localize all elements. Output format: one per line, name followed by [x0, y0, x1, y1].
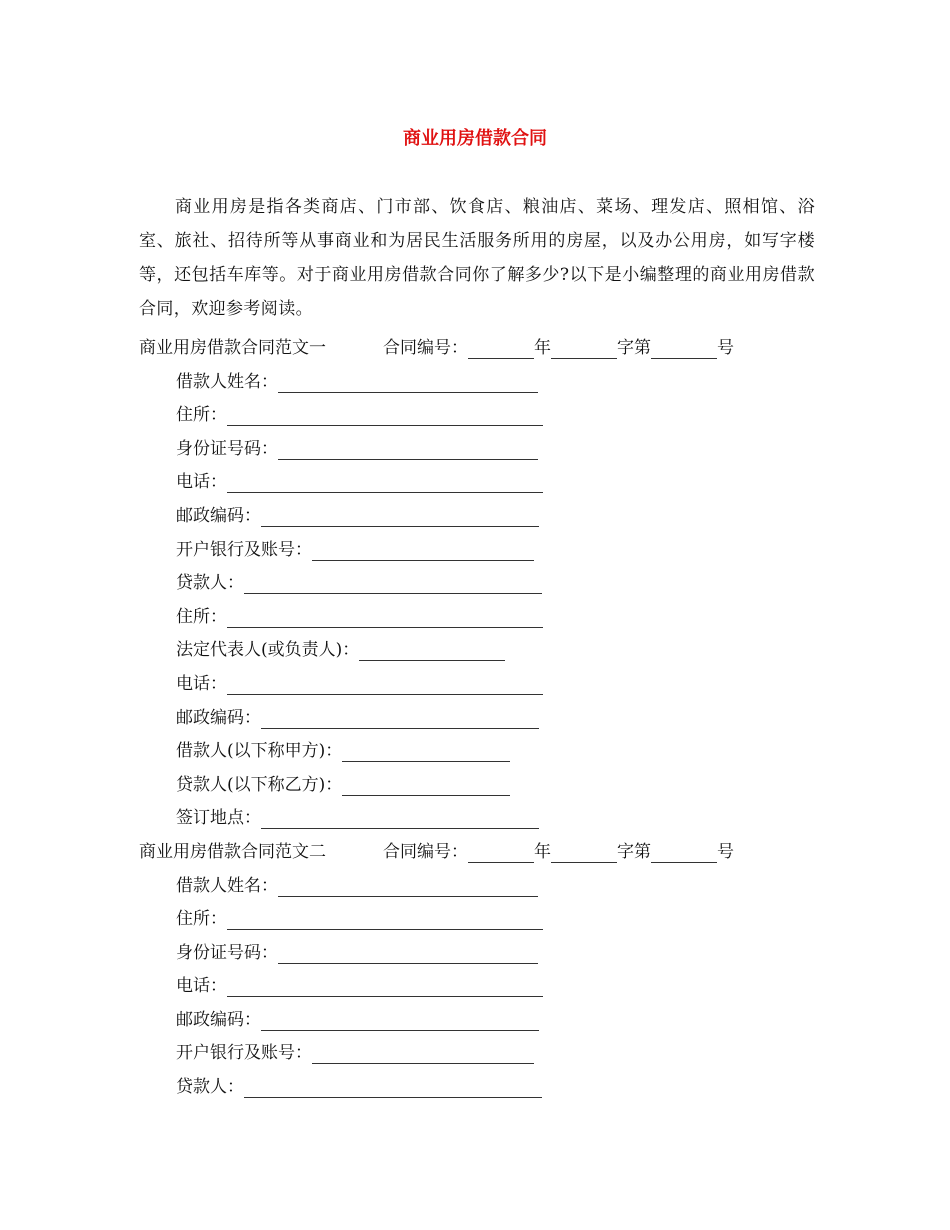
contract-year-blank[interactable] — [468, 338, 534, 359]
field-label: 借款人姓名： — [176, 875, 278, 896]
fill-blank[interactable] — [342, 775, 510, 796]
form-field — [0, 903, 950, 937]
form-field — [0, 970, 950, 1004]
contract-forms — [0, 332, 950, 1105]
form-field — [0, 1071, 950, 1105]
fill-blank[interactable] — [261, 1010, 539, 1031]
section1-heading-row — [0, 332, 950, 366]
field-label: 电话： — [176, 673, 227, 694]
field-label: 法定代表人(或负责人)： — [176, 640, 360, 661]
section1-heading: 商业用房借款合同范文一 — [139, 338, 326, 358]
contract-no-label: 合同编号： — [383, 338, 468, 358]
field-label: 借款人姓名： — [176, 371, 278, 392]
form-field — [0, 802, 950, 836]
fill-blank[interactable] — [342, 741, 510, 762]
fill-blank[interactable] — [227, 405, 543, 426]
contract-number-blank[interactable] — [651, 338, 717, 359]
section2-heading-row — [0, 836, 950, 870]
fill-blank[interactable] — [261, 506, 539, 527]
field-label: 贷款人： — [176, 1077, 244, 1098]
field-label: 签订地点： — [176, 808, 261, 829]
year-label: 年 — [534, 338, 551, 358]
char-label: 字第 — [617, 338, 651, 358]
form-field — [0, 668, 950, 702]
fill-blank[interactable] — [261, 808, 539, 829]
form-field — [0, 634, 950, 668]
number-label: 号 — [717, 841, 734, 862]
fill-blank[interactable] — [261, 708, 539, 729]
field-label: 邮政编码： — [176, 1009, 261, 1030]
field-label: 开户银行及账号： — [176, 539, 312, 560]
field-label: 贷款人： — [176, 573, 244, 594]
form-field — [0, 366, 950, 400]
fill-blank[interactable] — [227, 976, 543, 997]
field-label: 住所： — [176, 606, 227, 627]
field-label: 身份证号码： — [176, 438, 278, 459]
fill-blank[interactable] — [244, 573, 542, 594]
form-field — [0, 870, 950, 904]
field-label: 开户银行及账号： — [176, 1043, 312, 1064]
form-field — [0, 735, 950, 769]
form-field — [0, 1037, 950, 1071]
contract-number-blank[interactable] — [651, 842, 717, 863]
fill-blank[interactable] — [278, 876, 538, 897]
fill-blank[interactable] — [244, 1077, 542, 1098]
fill-blank[interactable] — [278, 372, 538, 393]
field-label: 电话： — [176, 976, 227, 997]
fill-blank[interactable] — [227, 674, 543, 695]
fill-blank[interactable] — [312, 1043, 534, 1064]
field-label: 邮政编码： — [176, 505, 261, 526]
fill-blank[interactable] — [278, 943, 538, 964]
char-label: 字第 — [617, 841, 651, 862]
contract-no-label: 合同编号： — [383, 841, 468, 862]
field-label: 贷款人(以下称乙方)： — [176, 774, 343, 795]
fill-blank[interactable] — [312, 540, 534, 561]
intro-paragraph — [139, 190, 815, 326]
field-label: 住所： — [176, 909, 227, 930]
contract-char-blank[interactable] — [551, 842, 617, 863]
fill-blank[interactable] — [227, 607, 543, 628]
number-label: 号 — [717, 338, 734, 358]
form-field — [0, 937, 950, 971]
contract-year-blank[interactable] — [468, 842, 534, 863]
form-field — [0, 1004, 950, 1038]
form-field — [0, 500, 950, 534]
fill-blank[interactable] — [227, 472, 543, 493]
contract-char-blank[interactable] — [551, 338, 617, 359]
section2-heading: 商业用房借款合同范文二 — [139, 841, 326, 862]
document-title: 商业用房借款合同 — [403, 128, 547, 149]
field-label: 邮政编码： — [176, 707, 261, 728]
year-label: 年 — [534, 841, 551, 862]
field-label: 借款人(以下称甲方)： — [176, 741, 343, 762]
fill-blank[interactable] — [359, 640, 505, 661]
intro-text: 商业用房是指各类商店、门市部、饮食店、粮油店、菜场、理发店、照相馆、浴室、旅社、招待所等从事商业和为居民生活服务所用的房屋，以及办公用房，如写字楼等，还包括车库等。对于商业用房借款合同你了解多少?以下是小编整理的商业用房借款合同，欢迎参考阅读。 — [139, 197, 815, 319]
field-label: 电话： — [176, 472, 227, 493]
form-field — [0, 433, 950, 467]
form-field — [0, 769, 950, 803]
field-label: 身份证号码： — [176, 942, 278, 963]
form-field — [0, 399, 950, 433]
form-field — [0, 534, 950, 568]
form-field — [0, 567, 950, 601]
fill-blank[interactable] — [278, 439, 538, 460]
form-field — [0, 466, 950, 500]
fill-blank[interactable] — [227, 909, 543, 930]
form-field — [0, 702, 950, 736]
field-label: 住所： — [176, 405, 227, 426]
form-field — [0, 601, 950, 635]
